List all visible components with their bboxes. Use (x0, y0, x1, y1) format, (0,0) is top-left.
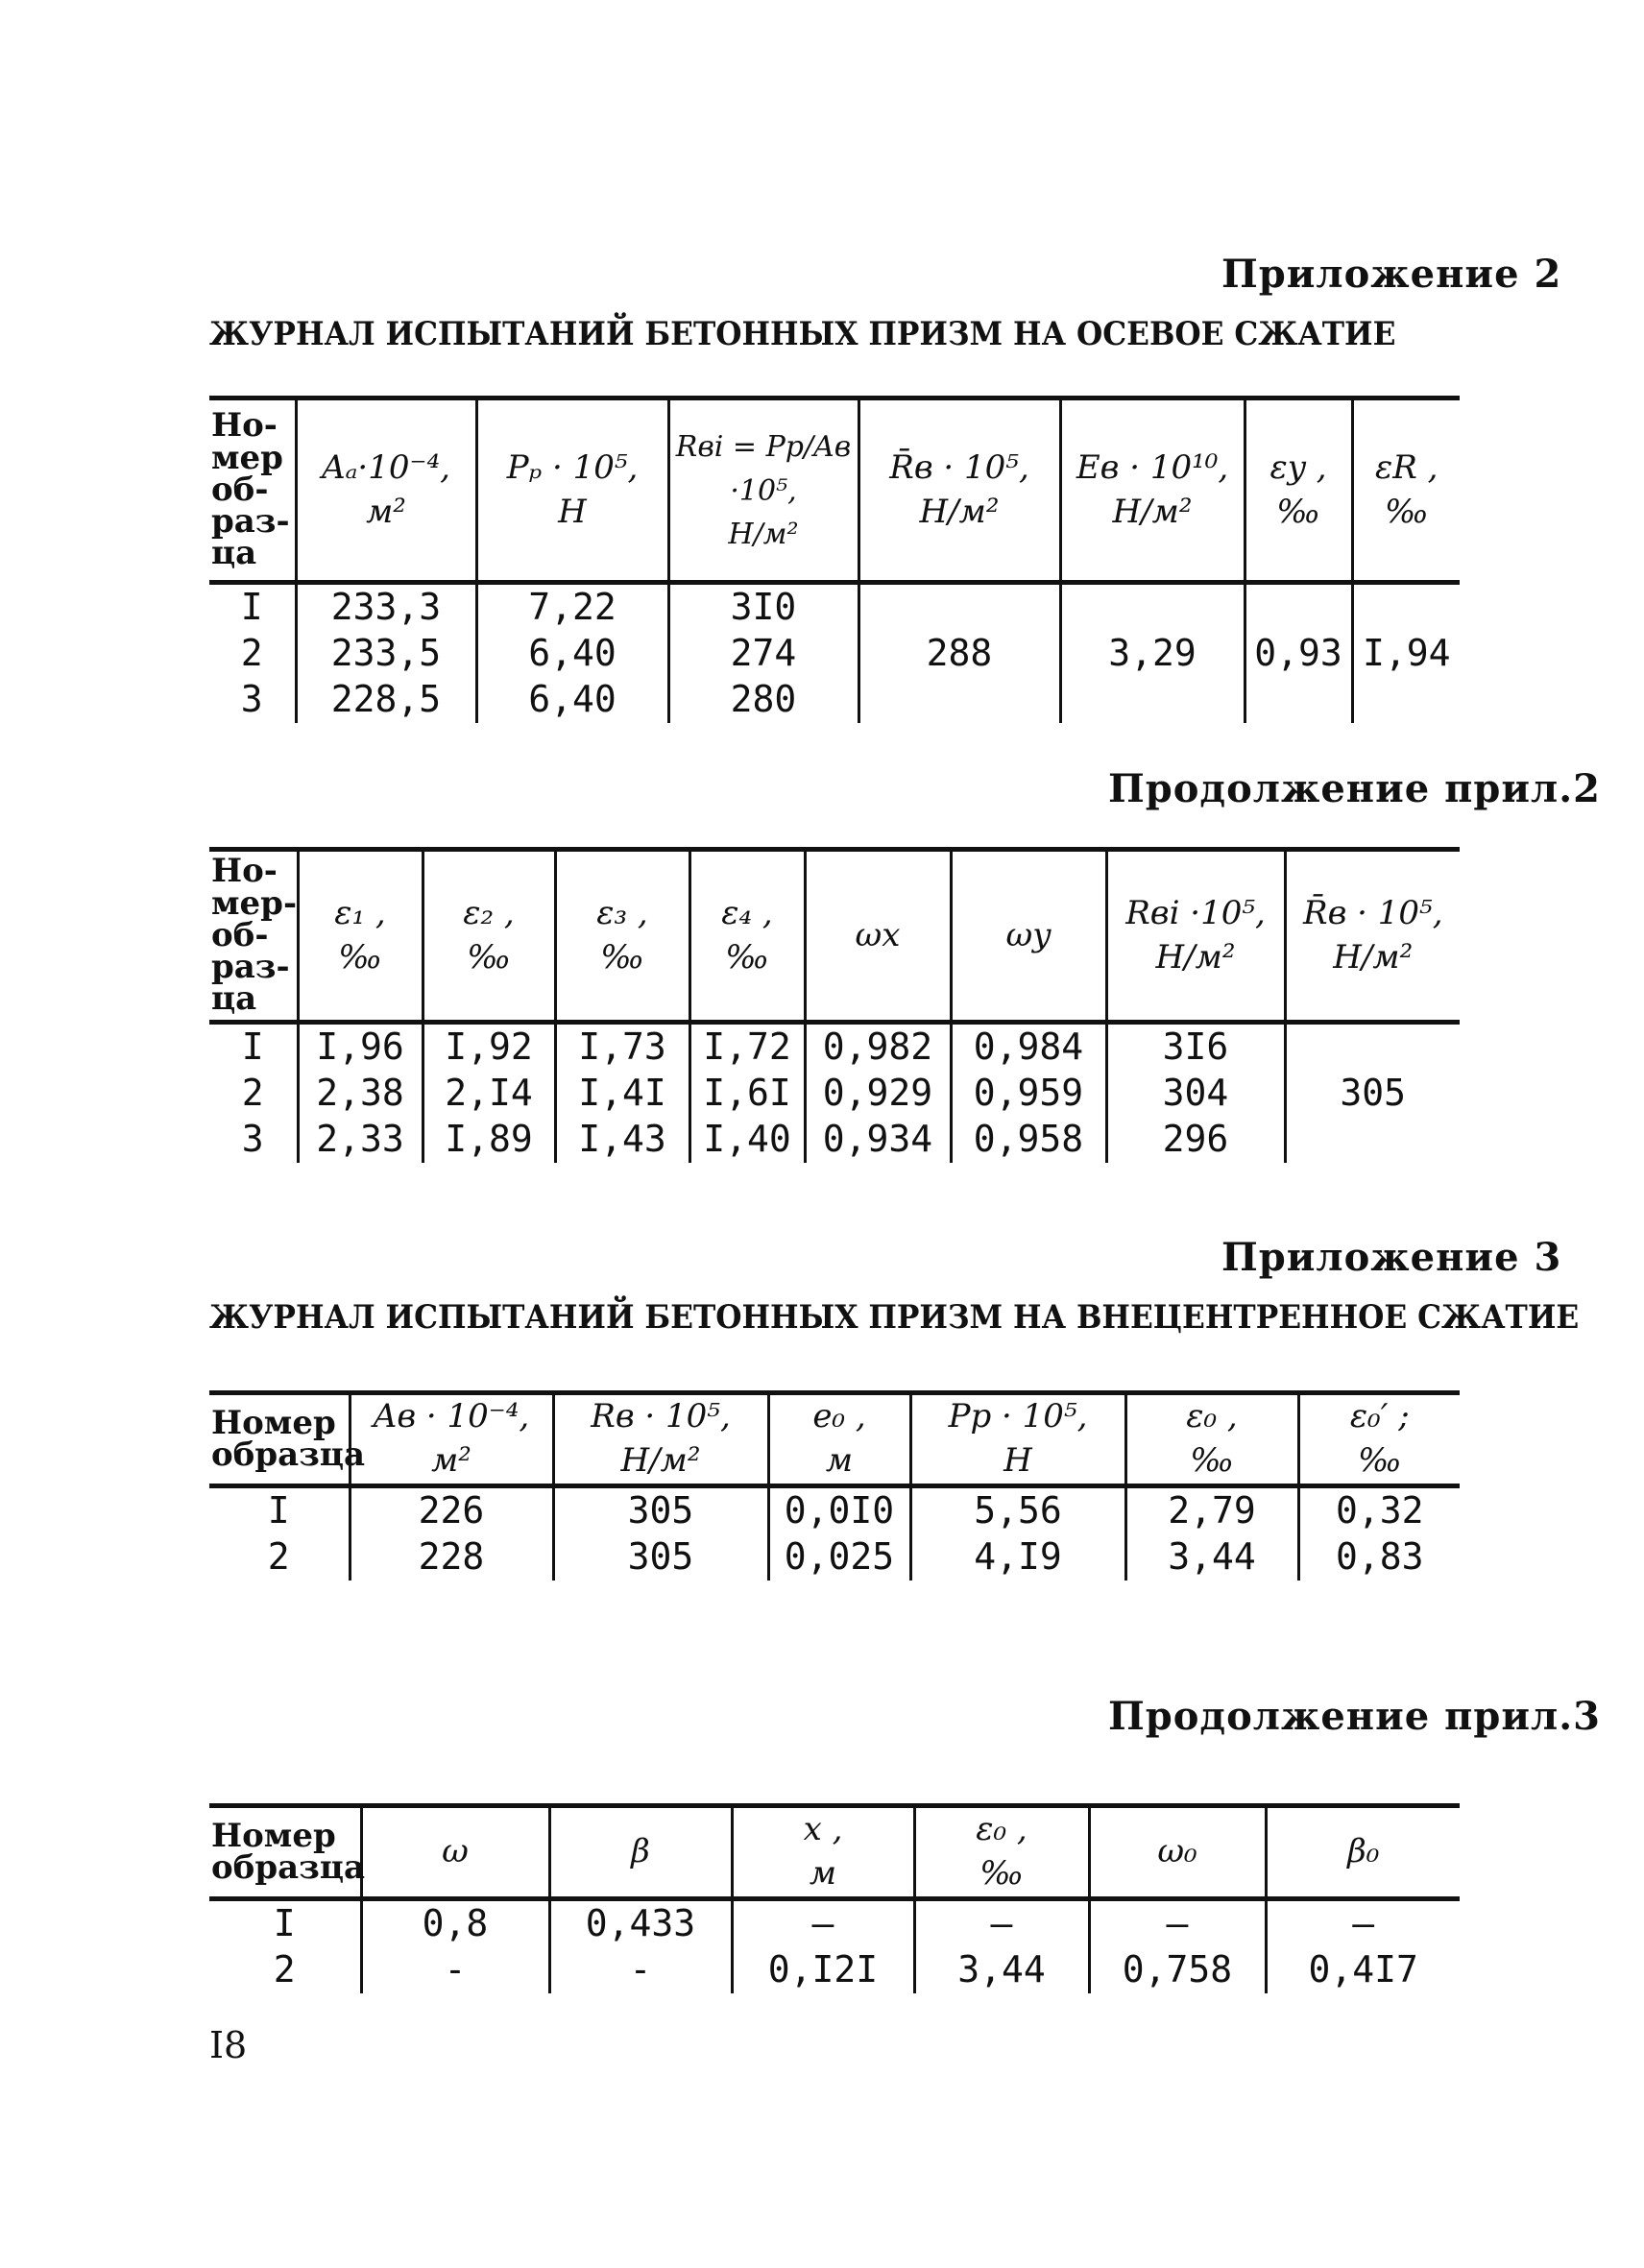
cell-strength: 3I0 (668, 583, 858, 632)
col-header-beta-0: β₀ (1266, 1806, 1460, 1899)
cell-sample: 2 (240, 632, 263, 675)
cell-strain-3: I,43 (555, 1117, 689, 1163)
cell-mean-strength: 288 (858, 583, 1060, 724)
cell-strength: 280 (668, 677, 858, 723)
cell-strength: 305 (553, 1485, 768, 1534)
cell-eccentricity: 0,025 (768, 1534, 910, 1580)
col-header-load: Pₚ · 10⁵, H (476, 398, 668, 583)
cell-eccentricity: 0,0I0 (768, 1485, 910, 1534)
cell-strain-4: I,6I (689, 1071, 805, 1117)
table-row (209, 1534, 1460, 1580)
col-header-strain-r: εR , ‰ (1352, 398, 1460, 583)
table-eccentric-compression-continued (209, 1803, 1460, 1993)
cell-area: 228,5 (296, 677, 476, 723)
cell-omega-y: 0,984 (951, 1023, 1106, 1072)
cell-mean-strength: 305 (1285, 1023, 1460, 1164)
cell-omega: - (361, 1947, 549, 1993)
cell-strain-1: 2,33 (298, 1117, 423, 1163)
cell-omega-x: 0,929 (805, 1071, 951, 1117)
appendix-3-label: Приложение 3 (1221, 1235, 1562, 1280)
col-header-strain-2: ε₂ , ‰ (423, 850, 555, 1023)
cell-load: 7,22 (476, 583, 668, 632)
col-header-omega-0: ω₀ (1089, 1806, 1266, 1899)
cell-strain-0-prime: 0,32 (1298, 1485, 1460, 1534)
cell-strength: 305 (553, 1534, 768, 1580)
cell-load: 4,I9 (910, 1534, 1125, 1580)
col-header-mean-strength: R̄в · 10⁵, H/м² (858, 398, 1060, 583)
cell-strain-0: 2,79 (1125, 1485, 1298, 1534)
cell-strength: 304 (1106, 1071, 1285, 1117)
table-header-row (209, 398, 1460, 583)
cell-beta: 0,433 (549, 1898, 732, 1947)
cell-beta-0: – (1266, 1898, 1460, 1947)
cell-area: 226 (350, 1485, 553, 1534)
table-row (209, 1947, 1460, 1993)
cell-load: 6,40 (476, 677, 668, 723)
cell-strain-3: I,4I (555, 1071, 689, 1117)
table-row (209, 1898, 1460, 1947)
cell-modulus: 3,29 (1060, 583, 1245, 724)
cell-sample: I (267, 1489, 290, 1532)
col-header-mean-strength: R̄в · 10⁵, H/м² (1285, 850, 1460, 1023)
col-header-strain-0: ε₀ , ‰ (1125, 1393, 1298, 1486)
col-header-modulus: Eв · 10¹⁰, H/м² (1060, 398, 1245, 583)
cell-strain-4: I,40 (689, 1117, 805, 1163)
col-header-strain-0-prime: ε₀′ ; ‰ (1298, 1393, 1460, 1486)
cell-strain-0: – (914, 1898, 1089, 1947)
table-header-row (209, 850, 1460, 1023)
col-header-eccentricity: e₀ , м (768, 1393, 910, 1486)
cell-x: 0,I2I (732, 1947, 914, 1993)
col-header-omega: ω (361, 1806, 549, 1899)
cell-area: 228 (350, 1534, 553, 1580)
cell-omega-y: 0,958 (951, 1117, 1106, 1163)
cell-omega-x: 0,982 (805, 1023, 951, 1072)
col-header-strain-1: ε₁ , ‰ (298, 850, 423, 1023)
col-header-strength: Rв · 10⁵, H/м² (553, 1393, 768, 1486)
table-row (209, 1117, 1460, 1163)
col-header-strength: Rвi = Pp/Aв ·10⁵, H/м² (668, 398, 858, 583)
cell-sample: 3 (240, 678, 263, 721)
cell-strain-3: I,73 (555, 1023, 689, 1072)
cell-strain-1: 2,38 (298, 1071, 423, 1117)
cell-strain-2: I,89 (423, 1117, 555, 1163)
cell-strain-0: 3,44 (914, 1947, 1089, 1993)
col-header-strain-0: ε₀ , ‰ (914, 1806, 1089, 1899)
cell-omega: 0,8 (361, 1898, 549, 1947)
cell-omega-0: 0,758 (1089, 1947, 1266, 1993)
cell-area: 233,5 (296, 631, 476, 677)
cell-load: 6,40 (476, 631, 668, 677)
col-header-beta: β (549, 1806, 732, 1899)
cell-strain-0: 3,44 (1125, 1534, 1298, 1580)
col-header-strain-y: εy , ‰ (1245, 398, 1352, 583)
appendix-2-continuation-label: Продолжение прил.2 (1108, 766, 1601, 811)
table-row (209, 1485, 1460, 1534)
col-header-strain-4: ε₄ , ‰ (689, 850, 805, 1023)
cell-sample: I (240, 586, 263, 629)
cell-strain-r: I,94 (1352, 583, 1460, 724)
cell-strain-1: I,96 (298, 1023, 423, 1072)
table-axial-compression (209, 396, 1460, 723)
col-header-sample-number: Но- мер об- раз- ца (209, 398, 296, 583)
table-row (209, 583, 1460, 632)
appendix-2-title: ЖУРНАЛ ИСПЫТАНИЙ БЕТОННЫХ ПРИЗМ НА ОСЕВОЕ СЖАТИЕ (209, 315, 1396, 353)
cell-strength: 3I6 (1106, 1023, 1285, 1072)
appendix-3-continuation-label: Продолжение прил.3 (1108, 1694, 1601, 1739)
col-header-strength: Rвi ·10⁵, H/м² (1106, 850, 1285, 1023)
cell-sample: 2 (273, 1948, 296, 1991)
cell-sample: I (241, 1025, 264, 1069)
col-header-area: Aв · 10⁻⁴, м² (350, 1393, 553, 1486)
col-header-omega-y: ωy (951, 850, 1106, 1023)
table-row (209, 1023, 1460, 1072)
cell-omega-y: 0,959 (951, 1071, 1106, 1117)
table-row (209, 1071, 1460, 1117)
cell-load: 5,56 (910, 1485, 1125, 1534)
cell-strain-y: 0,93 (1245, 583, 1352, 724)
cell-sample: 3 (241, 1118, 264, 1161)
appendix-3-title: ЖУРНАЛ ИСПЫТАНИЙ БЕТОННЫХ ПРИЗМ НА ВНЕЦЕНТРЕННОЕ СЖАТИЕ (209, 1298, 1580, 1337)
table-header-row (209, 1393, 1460, 1486)
cell-omega-x: 0,934 (805, 1117, 951, 1163)
cell-x: – (732, 1898, 914, 1947)
cell-strain-2: I,92 (423, 1023, 555, 1072)
cell-strength: 274 (668, 631, 858, 677)
col-header-sample-number: Номер образца (209, 1806, 361, 1899)
table-eccentric-compression (209, 1390, 1460, 1580)
cell-sample: I (273, 1902, 296, 1945)
cell-strength: 296 (1106, 1117, 1285, 1163)
col-header-sample-number: Но- мер- об- раз- ца (209, 850, 298, 1023)
cell-strain-2: 2,I4 (423, 1071, 555, 1117)
cell-strain-0-prime: 0,83 (1298, 1534, 1460, 1580)
col-header-area: Aₐ·10⁻⁴, м² (296, 398, 476, 583)
cell-area: 233,3 (296, 583, 476, 632)
cell-sample: 2 (267, 1535, 290, 1579)
col-header-x: x , м (732, 1806, 914, 1899)
table-axial-compression-continued (209, 847, 1460, 1163)
appendix-2-label: Приложение 2 (1221, 252, 1562, 297)
col-header-load: Pp · 10⁵, H (910, 1393, 1125, 1486)
cell-beta: - (549, 1947, 732, 1993)
cell-beta-0: 0,4I7 (1266, 1947, 1460, 1993)
table-header-row (209, 1806, 1460, 1899)
col-header-sample-number: Номер образца (209, 1393, 350, 1486)
cell-sample: 2 (241, 1072, 264, 1115)
cell-strain-4: I,72 (689, 1023, 805, 1072)
page-number: I8 (209, 2024, 248, 2066)
col-header-strain-3: ε₃ , ‰ (555, 850, 689, 1023)
cell-omega-0: – (1089, 1898, 1266, 1947)
col-header-omega-x: ωx (805, 850, 951, 1023)
